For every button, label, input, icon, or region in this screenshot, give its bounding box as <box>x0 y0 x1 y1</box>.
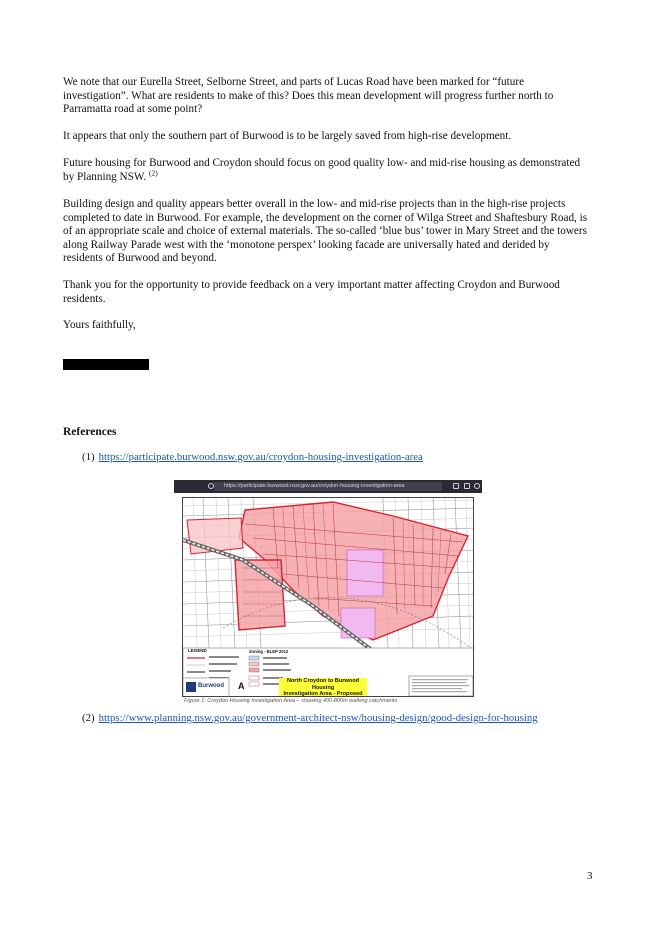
reference-number: (2) <box>82 712 95 724</box>
extension-icon <box>464 483 470 489</box>
council-logo-icon <box>186 682 196 692</box>
references-heading: References <box>63 426 117 438</box>
pink-zone-block <box>347 550 383 596</box>
map-title-line-2: Investigation Area - Proposed <box>283 691 363 697</box>
zoning-map <box>182 497 474 697</box>
paragraph-design-quality: Building design and quality appears better overall in the low- and mid-rise projects than in the high-rise projects completed to date in Burwood. For example, the development on the corner of Wilga Street and Shaftesbury Road, is of an appropriate scale and choice of external materials. The so-called ‘blue bus’ tower in Mary Street and the towers along Railway Parade west with the ‘monotone perspex’ looking facade are universally hated and derided by residents of Burwood and beyond. <box>63 198 588 265</box>
browser-toolbar <box>174 480 482 493</box>
legend-title: LEGEND <box>188 648 207 653</box>
map-screenshot-figure <box>174 480 482 708</box>
page-number: 3 <box>587 870 593 882</box>
council-logo-text: Burwood <box>198 683 224 689</box>
bookmark-icon <box>453 483 459 489</box>
map-title-line-1: North Croydon to Burwood Housing <box>286 678 360 691</box>
closing-salutation: Yours faithfully, <box>63 319 136 331</box>
redacted-signature <box>63 359 149 370</box>
paragraph-future-housing-text: Future housing for Burwood and Croydon should focus on good quality low- and mid-rise housing as demonstrated by Planning NSW. <box>63 157 581 183</box>
map-title <box>279 678 367 697</box>
reference-link-1[interactable]: https://participate.burwood.nsw.gov.au/croydon-housing-investigation-area <box>98 451 423 463</box>
paragraph-thank-you: Thank you for the opportunity to provide feedback on a very important matter affecting Croydon and Burwood residents. <box>63 279 560 305</box>
paragraph-future-investigation: We note that our Eurella Street, Selborne Street, and parts of Lucas Road have been marked for “future investigation”. What are residents to make of this? Does this mean development will progress further north to Parramatta road at some point? <box>63 76 554 116</box>
legend-zoning-title: Zoning - BLEP 2012 <box>249 649 289 654</box>
pink-zone-block-south <box>341 608 375 638</box>
reference-item-2 <box>82 712 538 725</box>
figure-caption: Figure 1: Croydon Housing Investigation Area – showing 400-800m walking catchments <box>184 698 398 704</box>
browser-url-text: https://participate.burwood.nsw.gov.au/croydon-housing-investigation-area <box>224 483 405 489</box>
map-drawing <box>183 498 474 697</box>
reference-link-2[interactable]: https://www.planning.nsw.gov.au/government-architect-nsw/housing-design/good-design-for-housing <box>98 712 538 724</box>
reference-item-1 <box>82 451 423 464</box>
paragraph-southern-burwood: It appears that only the southern part of Burwood is to be largely saved from high-rise development. <box>63 130 512 142</box>
north-arrow-icon: A <box>238 681 245 691</box>
footnote-ref-2: (2) <box>149 167 158 177</box>
paragraph-future-housing <box>63 157 591 184</box>
reference-number: (1) <box>82 451 95 463</box>
menu-icon <box>474 483 480 489</box>
